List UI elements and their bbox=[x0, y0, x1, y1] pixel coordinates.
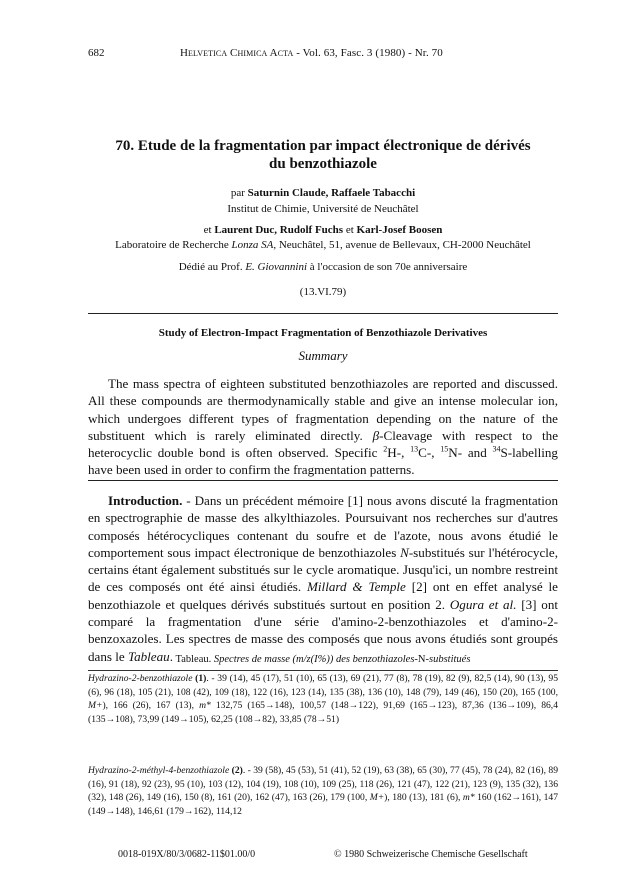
dedication-pre: Dédié au Prof. bbox=[178, 261, 246, 273]
author-prefix: par bbox=[230, 187, 248, 199]
caption-italic: Spectres de masse (m/z(I%)) des benzothiazoles- bbox=[213, 654, 418, 665]
intro-part-c: [2] ont en effet analysé le benzothiazole et quelques dérivés substitués surtout en position 2. bbox=[88, 579, 558, 612]
summary-part-a: The mass spectra of eighteen substituted benzothiazoles are reported and discussed. All these compounds are thermodynamically stable and give an intense molecular ion, which undergoes different types of fragmentation depending on the nature of the substituent which is rarely eliminated directly. bbox=[88, 376, 558, 443]
divider-top bbox=[88, 313, 558, 314]
author-mid: et bbox=[343, 224, 357, 236]
institution-2-post: , Neuchâtel, 51, avenue de Bellevaux, CH-2000 Neuchâtel bbox=[273, 239, 531, 251]
entry-2-name: Hydrazino-2-méthyl-4-benzothiazole bbox=[88, 765, 230, 776]
journal-name: Helvetica Chimica Acta bbox=[180, 47, 294, 59]
iso-c: 13 bbox=[410, 444, 419, 454]
entry-1-mplus: M+ bbox=[88, 700, 103, 712]
entry-2-mstar: m* bbox=[462, 792, 475, 804]
entry-2-number: (2) bbox=[229, 765, 243, 776]
dedication bbox=[88, 261, 558, 273]
intro-author-2: Ogura et al. bbox=[449, 596, 517, 612]
entry-1-number: (1) bbox=[192, 673, 207, 684]
summary-part-b: -Cleavage with respect to the heterocyclic double bond is often observed. Specific bbox=[88, 427, 559, 461]
summary-text bbox=[88, 375, 558, 479]
caption-pre: Tableau. bbox=[175, 654, 214, 665]
received-date: (13.VI.79) bbox=[299, 286, 347, 298]
summary-beta: β bbox=[372, 427, 380, 443]
running-header bbox=[180, 47, 443, 59]
intro-part-a: - Dans un précédent mémoire [1] nous avons discuté la fragmentation en spectrographie de masse des alkylthiazoles. Poursuivant nos recherches sur d'autres composés hétérocycliques contenant du soufre et de l'azote, nous avons étudié le comportement sous impact électronique de benzothiazoles bbox=[88, 493, 558, 560]
volume-info: - Vol. 63, Fasc. 3 (1980) - Nr. 70 bbox=[293, 47, 443, 59]
table-entry-1 bbox=[88, 672, 558, 726]
institution-1: Institut de Chimie, Université de Neuchâtel bbox=[227, 203, 419, 215]
divider-summary bbox=[88, 480, 558, 481]
dedication-post: à l'occasion de son 70e anniversaire bbox=[307, 261, 468, 273]
author-group-2 bbox=[88, 224, 558, 236]
entry-1-name: Hydrazino-2-benzothiazole bbox=[88, 673, 193, 684]
footer-copyright: © 1980 Schweizerische Chemische Gesellschaft bbox=[334, 849, 528, 860]
summary-h: H-, bbox=[387, 445, 411, 461]
title-line-1: 70. Etude de la fragmentation par impact électronique de dérivés bbox=[115, 138, 531, 154]
entry-2-text-a: . - 39 (58), 45 (53), 51 (41), 52 (19), 63 (38), 65 (30), 77 (45), 78 (24), 82 (16), 89 (16), 91 (18), 92 (23), 95 (10), 103 (12), 104 (19), 108 (10), 109 (25), 118 (26), 121 (47), 122 (21), 123 (9), 135 (32), 136 (32), 148 (26), 149 (16), 150 (8), 161 (20), 162 (47), 163 (26), 179 (100, bbox=[88, 765, 559, 804]
entry-2-text-b: ), 180 (13), 181 (6), bbox=[384, 792, 463, 804]
summary-end: S-labelling have been used in order to confirm the fragmentation patterns. bbox=[88, 445, 558, 478]
intro-part-b: -substitués sur l'hétérocycle, certains étant également substitués sur le cycle aromatique. Jusqu'ici, un nombre restreint de ces composés ont été ainsi étudiés. bbox=[88, 544, 558, 595]
intro-part-d: [3] ont comparé la fragmentation d'une série d'amino-2-benzothiazoles et d'amino-2-benzoxazoles. Les spectres de masse des composés que nous avons étudiés sont groupés dans le bbox=[88, 596, 559, 664]
intro-tableau: Tableau bbox=[128, 648, 170, 664]
summary-heading: Summary bbox=[298, 348, 348, 363]
summary-n: N- and bbox=[448, 445, 493, 461]
entry-2-text-c: 160 (162→161), 147 (149→148), 146,61 (179→162), 114,12 bbox=[88, 792, 558, 817]
introduction-heading: Introduction. bbox=[108, 493, 183, 508]
intro-author-1: Millard & Temple bbox=[307, 579, 406, 595]
entry-1-text-b: ), 166 (26), 167 (13), bbox=[102, 700, 200, 712]
caption-post: -substitués bbox=[425, 654, 471, 665]
table-rule bbox=[88, 670, 558, 671]
author-names-2b: Karl-Josef Boosen bbox=[356, 224, 443, 236]
intro-n: N bbox=[400, 544, 409, 560]
entry-1-text-a: . - 39 (14), 45 (17), 51 (10), 65 (13), 69 (21), 77 (8), 78 (19), 82 (9), 82,5 (14), 90 (13), 95 (6), 96 (18), 105 (21), 108 (42), 109 (18), 122 (16), 123 (14), 135 (38), 136 (10), 148 (79), 149 (46), 150 (20), 165 (100, bbox=[88, 673, 558, 698]
author-names-1: Saturnin Claude, Raffaele Tabacchi bbox=[247, 187, 416, 199]
footer-code: 0018-019X/80/3/0682-11$01.00/0 bbox=[118, 849, 256, 860]
institution-2 bbox=[70, 239, 576, 251]
paper-title bbox=[88, 137, 558, 173]
iso-h: 2 bbox=[383, 444, 388, 454]
iso-n: 15 bbox=[440, 444, 449, 454]
author-names-2a: Laurent Duc, Rudolf Fuchs bbox=[214, 224, 344, 236]
summary-c: C-, bbox=[418, 445, 441, 461]
intro-end: . bbox=[169, 648, 173, 664]
author-prefix-2: et bbox=[203, 224, 215, 236]
author-group-1 bbox=[88, 187, 558, 199]
table-entry-2 bbox=[88, 764, 558, 818]
caption-n: N bbox=[417, 654, 426, 665]
title-line-2: du benzothiazole bbox=[269, 156, 377, 172]
table-caption bbox=[88, 654, 558, 665]
entry-2-mplus: M+ bbox=[369, 792, 385, 804]
entry-1-text-c: 132,75 (165→148), 100,57 (148→122), 91,69 (165→123), 87,36 (136→109), 86,4 (135→108), 73,99 (149→105), 62,25 (108→82), 33,85 (78→51) bbox=[88, 700, 558, 725]
institution-2-company: Lonza SA bbox=[231, 239, 274, 251]
institution-2-pre: Laboratoire de Recherche bbox=[115, 239, 232, 251]
page-number: 682 bbox=[88, 47, 105, 59]
dedication-name: E. Giovannini bbox=[245, 261, 308, 273]
english-title: Study of Electron-Impact Fragmentation of Benzothiazole Derivatives bbox=[158, 327, 488, 339]
introduction-text bbox=[88, 492, 558, 665]
iso-s: 34 bbox=[492, 444, 501, 454]
entry-1-mstar: m* bbox=[199, 700, 211, 712]
